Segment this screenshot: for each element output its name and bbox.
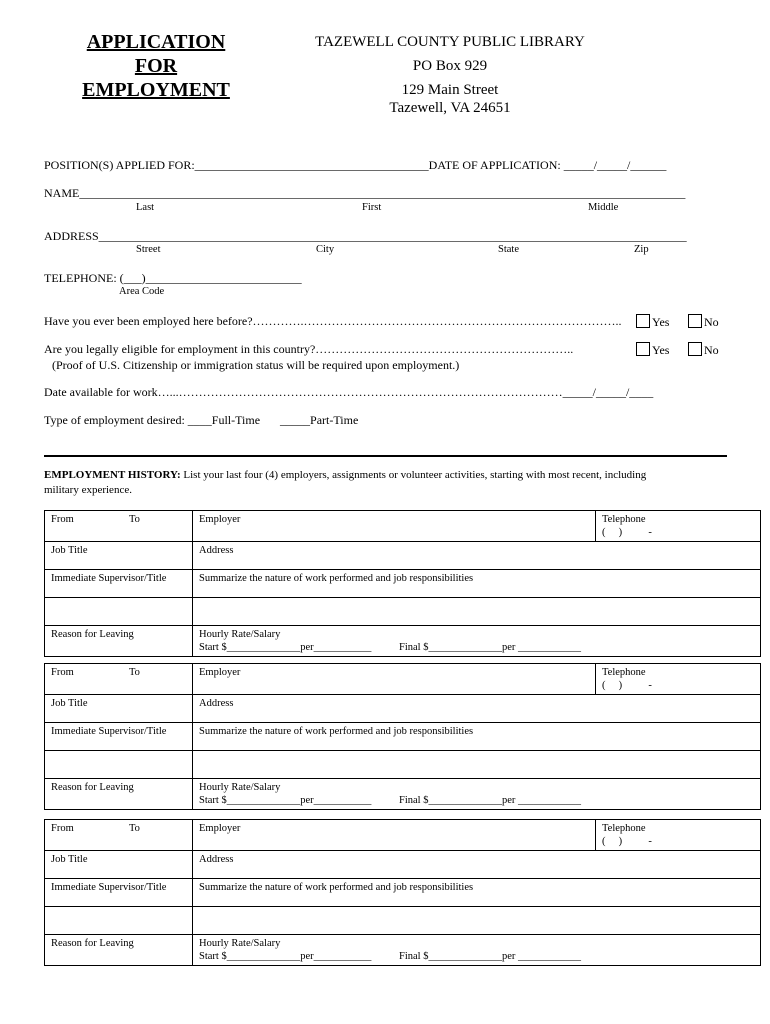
telephone-blank: ( ) -: [602, 680, 652, 691]
employer-block: [44, 663, 761, 810]
job-title-cell[interactable]: Job Title: [45, 542, 193, 570]
telephone-field[interactable]: TELEPHONE: (___)__________________________: [44, 271, 302, 285]
position-field[interactable]: POSITION(S) APPLIED FOR:_______________________________________DATE OF APPLICATION: _____/_____/______: [44, 158, 667, 172]
summary-label-cell[interactable]: Summarize the nature of work performed and job responsibilities: [193, 570, 761, 598]
checkbox-icon[interactable]: [688, 314, 702, 328]
from-label: From: [51, 514, 74, 525]
employment-history-heading: EMPLOYMENT HISTORY:: [44, 469, 181, 481]
final-rate: Final $______________per ____________: [399, 795, 581, 806]
from-to-cell[interactable]: [45, 664, 193, 695]
telephone-cell[interactable]: [596, 664, 761, 695]
name-last-label: Last: [136, 202, 155, 213]
reason-cell[interactable]: Reason for Leaving: [45, 935, 193, 966]
address-city-label: City: [316, 244, 335, 255]
summary-input-cell[interactable]: [193, 751, 761, 779]
employment-type-label: Type of employment desired:: [44, 413, 188, 427]
library-name: TAZEWELL COUNTY PUBLIC LIBRARY: [315, 34, 585, 50]
address-field[interactable]: ADDRESS__________________________________________________________________________________________________: [44, 229, 687, 243]
address-cell[interactable]: Address: [193, 695, 761, 723]
supervisor-cell[interactable]: Immediate Supervisor/Title: [45, 723, 193, 751]
employed-before-question: Have you ever been employed here before?………….……………………………………………………………………..: [44, 314, 622, 328]
form-title-line1: APPLICATION: [86, 31, 226, 53]
rate-cell[interactable]: [193, 935, 761, 966]
telephone-label: Telephone: [602, 667, 646, 678]
start-rate: Start $______________per___________: [199, 642, 372, 653]
employed-before-no[interactable]: [688, 314, 719, 330]
reason-cell[interactable]: Reason for Leaving: [45, 779, 193, 810]
area-code-label: Area Code: [119, 286, 165, 297]
telephone-blank: ( ) -: [602, 527, 652, 538]
telephone-blank: ( ) -: [602, 836, 652, 847]
yes-label: Yes: [652, 343, 670, 357]
summary-input-cell[interactable]: [193, 907, 761, 935]
library-city: Tazewell, VA 24651: [389, 100, 511, 116]
employment-type-row: [44, 413, 358, 428]
address-state-label: State: [498, 244, 519, 255]
final-rate: Final $______________per ____________: [399, 951, 581, 962]
employment-history-text2: military experience.: [44, 484, 132, 496]
supervisor-input-cell[interactable]: [45, 907, 193, 935]
eligible-no[interactable]: [688, 342, 719, 358]
address-cell[interactable]: Address: [193, 851, 761, 879]
from-to-cell[interactable]: [45, 820, 193, 851]
no-label: No: [704, 343, 719, 357]
telephone-label: Telephone: [602, 514, 646, 525]
supervisor-cell[interactable]: Immediate Supervisor/Title: [45, 570, 193, 598]
from-to-cell[interactable]: [45, 511, 193, 542]
name-first-label: First: [362, 202, 382, 213]
reason-cell[interactable]: Reason for Leaving: [45, 626, 193, 657]
eligible-note: (Proof of U.S. Citizenship or immigration status will be required upon employment.): [52, 358, 460, 372]
rate-label: Hourly Rate/Salary: [199, 938, 281, 949]
employer-block: [44, 819, 761, 966]
to-label: To: [129, 823, 140, 834]
name-middle-label: Middle: [588, 202, 619, 213]
name-field[interactable]: NAME_____________________________________________________________________________________________________: [44, 186, 686, 200]
employer-cell[interactable]: Employer: [193, 511, 596, 542]
part-time-option[interactable]: _____Part-Time: [280, 413, 359, 427]
form-title-line3: EMPLOYMENT: [82, 79, 230, 101]
job-title-cell[interactable]: Job Title: [45, 851, 193, 879]
library-pobox: PO Box 929: [412, 58, 488, 74]
telephone-label: Telephone: [602, 823, 646, 834]
telephone-cell[interactable]: [596, 511, 761, 542]
rate-label: Hourly Rate/Salary: [199, 629, 281, 640]
employer-cell[interactable]: Employer: [193, 820, 596, 851]
rate-label: Hourly Rate/Salary: [199, 782, 281, 793]
summary-input-cell[interactable]: [193, 598, 761, 626]
from-label: From: [51, 667, 74, 678]
telephone-cell[interactable]: [596, 820, 761, 851]
summary-label-cell[interactable]: Summarize the nature of work performed and job responsibilities: [193, 723, 761, 751]
start-rate: Start $______________per___________: [199, 795, 372, 806]
rate-cell[interactable]: [193, 626, 761, 657]
checkbox-icon[interactable]: [688, 342, 702, 356]
library-street: 129 Main Street: [401, 82, 499, 98]
checkbox-icon[interactable]: [636, 342, 650, 356]
checkbox-icon[interactable]: [636, 314, 650, 328]
from-label: From: [51, 823, 74, 834]
rate-cell[interactable]: [193, 779, 761, 810]
eligible-yes[interactable]: [636, 342, 669, 358]
start-rate: Start $______________per___________: [199, 951, 372, 962]
no-label: No: [704, 315, 719, 329]
supervisor-input-cell[interactable]: [45, 598, 193, 626]
supervisor-input-cell[interactable]: [45, 751, 193, 779]
summary-label-cell[interactable]: Summarize the nature of work performed and job responsibilities: [193, 879, 761, 907]
yes-label: Yes: [652, 315, 670, 329]
employed-before-yes[interactable]: [636, 314, 669, 330]
section-divider: [44, 455, 727, 457]
to-label: To: [129, 667, 140, 678]
employer-block: [44, 510, 761, 657]
employment-history-intro: [44, 469, 646, 481]
supervisor-cell[interactable]: Immediate Supervisor/Title: [45, 879, 193, 907]
full-time-option[interactable]: ____Full-Time: [187, 413, 261, 427]
address-street-label: Street: [136, 244, 161, 255]
employment-history-text: List your last four (4) employers, assignments or volunteer activities, starting with most recent, including: [180, 469, 647, 481]
address-cell[interactable]: Address: [193, 542, 761, 570]
employer-cell[interactable]: Employer: [193, 664, 596, 695]
job-title-cell[interactable]: Job Title: [45, 695, 193, 723]
final-rate: Final $______________per ____________: [399, 642, 581, 653]
form-title-line2: FOR: [134, 55, 178, 77]
eligible-question: Are you legally eligible for employment in this country?………………………………………………………..: [44, 342, 574, 356]
date-available-field[interactable]: Date available for work…...……………………………………………………………………………………_____/_____/____: [44, 385, 654, 399]
address-zip-label: Zip: [634, 244, 649, 255]
to-label: To: [129, 514, 140, 525]
